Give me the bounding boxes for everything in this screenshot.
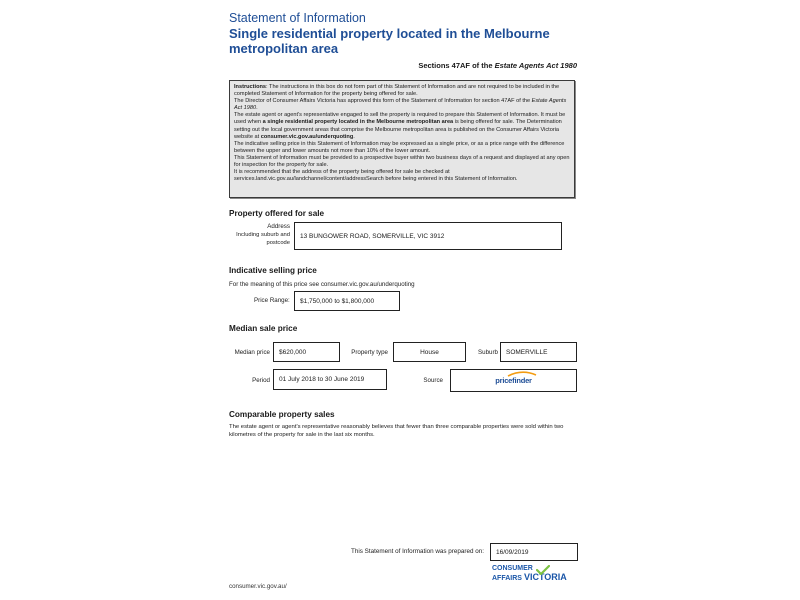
sections-reference: [418, 61, 577, 70]
address-field[interactable]: 13 BUNGOWER ROAD, SOMERVILLE, VIC 3912: [294, 222, 562, 250]
instructions-p1-text: : The instructions in this box do not form part of this Statement of Information and are not required to be included in the completed Statement of Information for the property being offered for sale.: [234, 84, 560, 98]
document-kicker: Statement of Information: [229, 11, 366, 25]
instructions-p3: [234, 112, 570, 140]
indicative-meaning: For the meaning of this price see consumer.vic.gov.au/underquoting: [229, 281, 415, 288]
instructions-p2-a: The Director of Consumer Affairs Victoria has approved this form of the Statement of Information for section 47AF of the: [234, 98, 532, 105]
address-sublabel-2: postcode: [266, 240, 290, 246]
instructions-p3-c: .: [353, 133, 355, 140]
instructions-p3-b: is being offered for sale. The Determination setting out the local government areas that comprise the Melbourne metropolitan area is published on the Consumer Affairs Victoria website at: [234, 119, 562, 140]
period-field[interactable]: 01 July 2018 to 30 June 2019: [273, 369, 387, 390]
logo-line-affairs: AFFAIRS: [492, 575, 522, 582]
logo-line-consumer: CONSUMER: [492, 565, 533, 572]
instructions-p1: [234, 84, 570, 98]
instructions-p3-bold: a single residential property located in the Melbourne metropolitan area: [262, 119, 454, 126]
suburb-label: Suburb: [478, 349, 498, 356]
instructions-label: Instructions: [234, 84, 267, 90]
median-price-label: Median price: [234, 349, 270, 356]
address-sublabel-1: Including suburb and: [236, 232, 290, 238]
instructions-p4: The indicative selling price in this Statement of Information may be expressed as a single price, or as a price range with the difference between the upper and lower amounts not more than 10% of the lower amount.: [234, 140, 565, 154]
source-field[interactable]: [450, 369, 577, 392]
consumer-affairs-logo: [492, 565, 582, 587]
suburb-field[interactable]: SOMERVILLE: [500, 342, 577, 362]
prepared-on-field[interactable]: 16/09/2019: [490, 543, 578, 561]
instructions-p2-b: .: [256, 105, 258, 112]
source-label: Source: [423, 377, 443, 384]
sections-prefix: Sections 47AF of the: [418, 61, 495, 70]
instructions-box: [229, 80, 575, 198]
instructions-p5: This Statement of Information must be provided to a prospective buyer within two business days of a request and displayed at any open for inspection for the property for sale.: [234, 154, 570, 169]
pricefinder-swoosh-icon: [507, 371, 537, 377]
underquoting-link[interactable]: consumer.vic.gov.au/underquoting: [260, 133, 354, 140]
comparable-heading: Comparable property sales: [229, 410, 335, 419]
sections-act: Estate Agents Act 1980: [494, 61, 577, 70]
logo-victoria: VICTORIA: [523, 572, 567, 582]
address-label-group: [222, 223, 290, 247]
comparable-text: The estate agent or agent's representative reasonably believes that fewer than three comparable properties were sold within two kilometres of the property for sale in the last six months.: [229, 424, 564, 438]
pricefinder-logo: [495, 376, 532, 385]
document-title: Single residential property located in the Melbourne metropolitan area: [229, 26, 550, 56]
logo-tick-icon: [536, 565, 550, 575]
address-label: Address: [267, 223, 290, 230]
instructions-p2-act: Estate Agents Act 1980: [234, 98, 567, 112]
instructions-p2: [234, 98, 570, 112]
price-range-field[interactable]: $1,750,000 to $1,800,000: [294, 291, 400, 311]
price-range-label: Price Range:: [254, 297, 290, 304]
pricefinder-logo-text: pricefinder: [495, 376, 532, 385]
instructions-p3-a: The estate agent or agent's representative engaged to sell the property is required to prepare this Statement of Information. It must be used when: [234, 112, 566, 126]
period-label: Period: [252, 377, 270, 384]
indicative-heading: Indicative selling price: [229, 266, 317, 275]
footer-url[interactable]: consumer.vic.gov.au/: [229, 583, 287, 590]
median-heading: Median sale price: [229, 324, 298, 333]
property-heading: Property offered for sale: [229, 209, 325, 218]
prepared-on-label: This Statement of Information was prepared on:: [351, 548, 485, 555]
property-type-field[interactable]: House: [393, 342, 466, 362]
median-price-field[interactable]: $620,000: [273, 342, 340, 362]
instructions-p6: It is recommended that the address of the property being offered for sale be checked at services.land.vic.gov.au/landchannel/content/addressSearch before being entered in this Statement of Information.: [234, 169, 518, 183]
property-type-label: Property type: [351, 349, 388, 356]
